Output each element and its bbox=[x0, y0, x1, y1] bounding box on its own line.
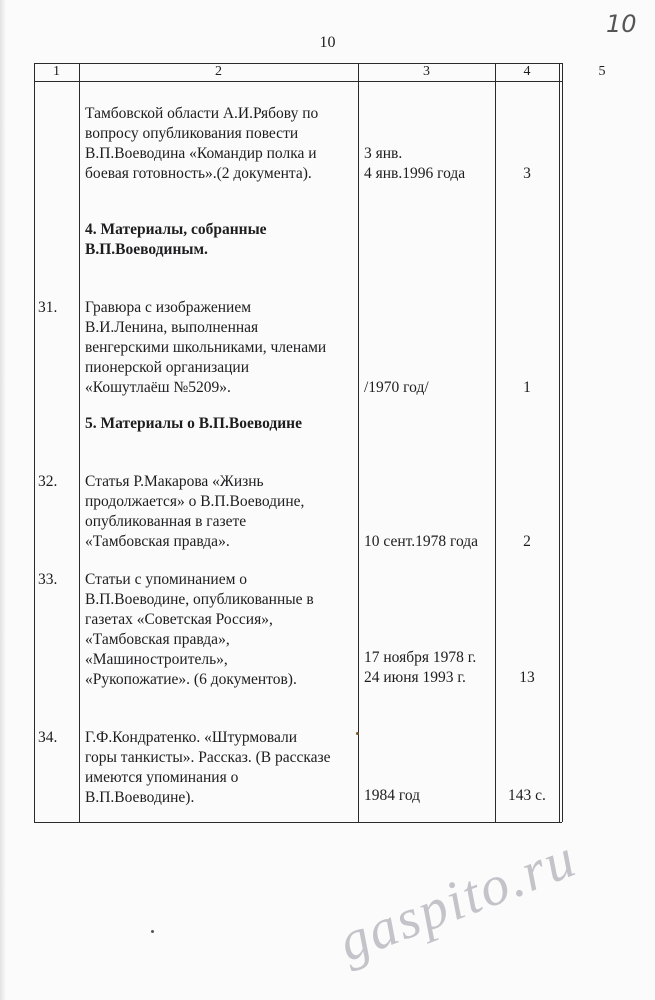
item-34-number: 34. bbox=[38, 729, 58, 746]
text-line: имеются упоминания о bbox=[85, 769, 239, 786]
date-line: 24 июня 1993 г. bbox=[364, 669, 466, 686]
heading-line: 4. Материалы, собранные bbox=[85, 221, 267, 238]
text-line: Статьи с упоминанием о bbox=[85, 571, 248, 588]
item-32-date: 10 сент.1978 года bbox=[364, 533, 479, 550]
item-31-sheets: 1 bbox=[523, 379, 531, 396]
text-line: Гравюра с изображением bbox=[85, 299, 252, 316]
text-line: В.И.Ленина, выполненная bbox=[85, 319, 259, 336]
item-33-number: 33. bbox=[38, 571, 58, 588]
col-border-2 bbox=[358, 63, 359, 822]
text-line: горы танкисты». Рассказ. (В рассказе bbox=[85, 749, 331, 766]
section-4-heading bbox=[85, 220, 357, 260]
text-line: Г.Ф.Кондратенко. «Штурмовали bbox=[85, 729, 298, 746]
item-32-number: 32. bbox=[38, 473, 58, 490]
text-line: опубликованная в газете bbox=[85, 513, 247, 530]
page-number: 10 bbox=[319, 34, 336, 51]
watermark: gaspito.ru bbox=[330, 826, 585, 974]
continuation-dates bbox=[364, 144, 494, 184]
item-34-description bbox=[85, 728, 357, 808]
col-border-1 bbox=[79, 63, 80, 822]
text-line: пионерской организации bbox=[85, 359, 250, 376]
text-line: «Тамбовская правда», bbox=[85, 631, 230, 648]
section-5-heading: 5. Материалы о В.П.Воеводине bbox=[85, 415, 302, 432]
handwritten-page-number: 10 bbox=[606, 10, 637, 38]
ink-speck bbox=[151, 930, 154, 933]
item-32-description bbox=[85, 472, 357, 552]
col-border-4 bbox=[559, 63, 560, 822]
text-line: продолжается» о В.П.Воеводине, bbox=[85, 493, 305, 510]
col-border-5 bbox=[562, 63, 563, 822]
ink-speck bbox=[356, 732, 359, 735]
header-col-3: 3 bbox=[423, 64, 430, 79]
text-line: вопросу опубликования повести bbox=[85, 125, 299, 142]
text-line: боевая готовность».(2 документа). bbox=[85, 165, 312, 182]
text-line: «Тамбовская правда». bbox=[85, 533, 230, 550]
text-line: В.П.Воеводина «Командир полка и bbox=[85, 145, 317, 162]
item-31-date: /1970 год/ bbox=[364, 379, 429, 396]
header-col-2: 2 bbox=[215, 64, 222, 79]
col-border-0 bbox=[34, 63, 35, 822]
text-line: В.П.Воеводине, опубликованные в bbox=[85, 591, 314, 608]
item-31-description bbox=[85, 298, 357, 398]
text-line: «Рукопожатие». (6 документов). bbox=[85, 671, 297, 688]
heading-line: В.П.Воеводиным. bbox=[85, 241, 208, 258]
date-line: 4 янв.1996 года bbox=[364, 165, 466, 182]
item-34-sheets: 143 с. bbox=[508, 787, 546, 804]
text-line: В.П.Воеводине). bbox=[85, 789, 195, 806]
header-bottom-border bbox=[34, 81, 562, 82]
continuation-sheets: 3 bbox=[523, 165, 531, 182]
text-line: Статья Р.Макарова «Жизнь bbox=[85, 473, 264, 490]
scan-edge bbox=[0, 0, 6, 1000]
item-34-date: 1984 год bbox=[364, 787, 421, 804]
text-line: Тамбовской области А.И.Рябову по bbox=[85, 105, 319, 122]
header-col-1: 1 bbox=[53, 64, 60, 79]
date-line: 3 янв. bbox=[364, 145, 403, 162]
item-33-dates bbox=[364, 648, 498, 688]
continuation-description bbox=[85, 104, 357, 184]
text-line: газетах «Советская Россия», bbox=[85, 611, 273, 628]
header-col-4: 4 bbox=[523, 64, 531, 79]
header-col-5: 5 bbox=[598, 64, 606, 79]
item-33-sheets: 13 bbox=[519, 669, 535, 686]
item-31-number: 31. bbox=[38, 299, 58, 316]
text-line: «Машиностроитель», bbox=[85, 651, 228, 668]
table-bottom-border bbox=[34, 822, 562, 823]
item-32-sheets: 2 bbox=[523, 533, 531, 550]
date-line: 17 ноября 1978 г. bbox=[364, 649, 477, 666]
item-33-description bbox=[85, 570, 357, 690]
text-line: венгерскими школьниками, членами bbox=[85, 339, 327, 356]
text-line: «Кошутлаёш №5209». bbox=[85, 379, 231, 396]
